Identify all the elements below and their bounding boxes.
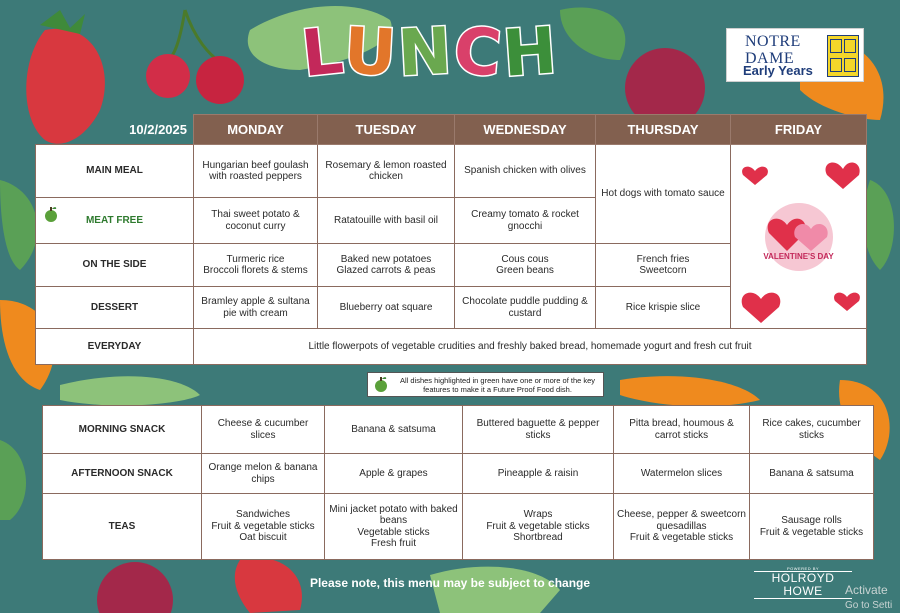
day-header-tuesday: TUESDAY: [318, 115, 455, 145]
cherry-illustration: [146, 54, 190, 98]
row-label-main-meal: MAIN MEAL: [36, 145, 194, 198]
friday-valentines-cell: [731, 145, 867, 329]
green-apple-icon: [374, 376, 388, 392]
main-meal-monday: Hungarian beef goulash with roasted peppers: [194, 145, 318, 198]
main-meal-wednesday: Spanish chicken with olives: [455, 145, 596, 198]
row-label-afternoon-snack: AFTERNOON SNACK: [43, 454, 202, 494]
side-wednesday: Cous cous Green beans: [455, 244, 596, 287]
teas-thursday: Cheese, pepper & sweetcorn quesadillas Fruit & vegetable sticks: [614, 494, 750, 560]
row-label-dessert: DESSERT: [36, 287, 194, 329]
menu-date: 10/2/2025: [129, 121, 187, 137]
side-thursday: French fries Sweetcorn: [596, 244, 731, 287]
lunch-menu-table: [35, 114, 867, 365]
meat-free-monday: Thai sweet potato & coconut curry: [194, 198, 318, 244]
dessert-monday: Bramley apple & sultana pie with cream: [194, 287, 318, 329]
afternoon-snack-friday: Banana & satsuma: [750, 454, 874, 494]
afternoon-snack-tuesday: Apple & grapes: [325, 454, 463, 494]
main-meal-tuesday: Rosemary & lemon roasted chicken: [318, 145, 455, 198]
day-header-wednesday: WEDNESDAY: [455, 115, 596, 145]
meat-free-wednesday: Creamy tomato & rocket gnocchi: [455, 198, 596, 244]
morning-snack-wednesday: Buttered baguette & pepper sticks: [463, 406, 614, 454]
friday-special-label: VALENTINE'S DAY: [763, 252, 834, 261]
afternoon-snack-monday: Orange melon & banana chips: [202, 454, 325, 494]
menu-disclaimer: Please note, this menu may be subject to change: [309, 576, 591, 590]
dessert-thursday: Rice krispie slice: [596, 287, 731, 329]
notre-dame-logo: NOTRE DAME Early Years: [726, 28, 864, 82]
row-label-meat-free: MEAT FREE: [36, 198, 194, 244]
afternoon-snack-wednesday: Pineapple & raisin: [463, 454, 614, 494]
day-header-thursday: THURSDAY: [596, 115, 731, 145]
green-apple-icon: [44, 206, 58, 222]
row-label-on-the-side: ON THE SIDE: [36, 244, 194, 287]
teas-tuesday: Mini jacket potato with baked beans Vegetable sticks Fresh fruit: [325, 494, 463, 560]
everyday-text: Little flowerpots of vegetable crudities and freshly baked bread, homemade yogurt and fresh cut fruit: [194, 329, 867, 365]
afternoon-snack-thursday: Watermelon slices: [614, 454, 750, 494]
dessert-tuesday: Blueberry oat square: [318, 287, 455, 329]
day-header-friday: FRIDAY: [731, 115, 867, 145]
valentines-hearts-icon: [735, 147, 863, 327]
morning-snack-thursday: Pitta bread, houmous & carrot sticks: [614, 406, 750, 454]
row-label-morning-snack: MORNING SNACK: [43, 406, 202, 454]
ndey-badge-icon: [827, 35, 859, 77]
holroyd-howe-logo: POWERED BY HOLROYD HOWE: [754, 566, 852, 599]
side-tuesday: Baked new potatoes Glazed carrots & peas: [318, 244, 455, 287]
meat-free-tuesday: Ratatouille with basil oil: [318, 198, 455, 244]
thursday-main: Hot dogs with tomato sauce: [596, 145, 731, 244]
lunch-title: LUNCH: [297, 13, 561, 93]
row-label-everyday: EVERYDAY: [36, 329, 194, 365]
teas-wednesday: Wraps Fruit & vegetable sticks Shortbread: [463, 494, 614, 560]
row-label-teas: TEAS: [43, 494, 202, 560]
snack-menu-table: [42, 405, 874, 560]
teas-monday: Sandwiches Fruit & vegetable sticks Oat biscuit: [202, 494, 325, 560]
future-proof-food-note: All dishes highlighted in green have one or more of the key features to make it a Future Proof Food dish.: [367, 372, 604, 397]
dessert-wednesday: Chocolate puddle pudding & custard: [455, 287, 596, 329]
morning-snack-friday: Rice cakes, cucumber sticks: [750, 406, 874, 454]
teas-friday: Sausage rolls Fruit & vegetable sticks: [750, 494, 874, 560]
morning-snack-tuesday: Banana & satsuma: [325, 406, 463, 454]
side-monday: Turmeric rice Broccoli florets & stems: [194, 244, 318, 287]
activate-windows-watermark: Activate Go to Setti: [845, 583, 893, 611]
day-header-monday: MONDAY: [194, 115, 318, 145]
morning-snack-monday: Cheese & cucumber slices: [202, 406, 325, 454]
